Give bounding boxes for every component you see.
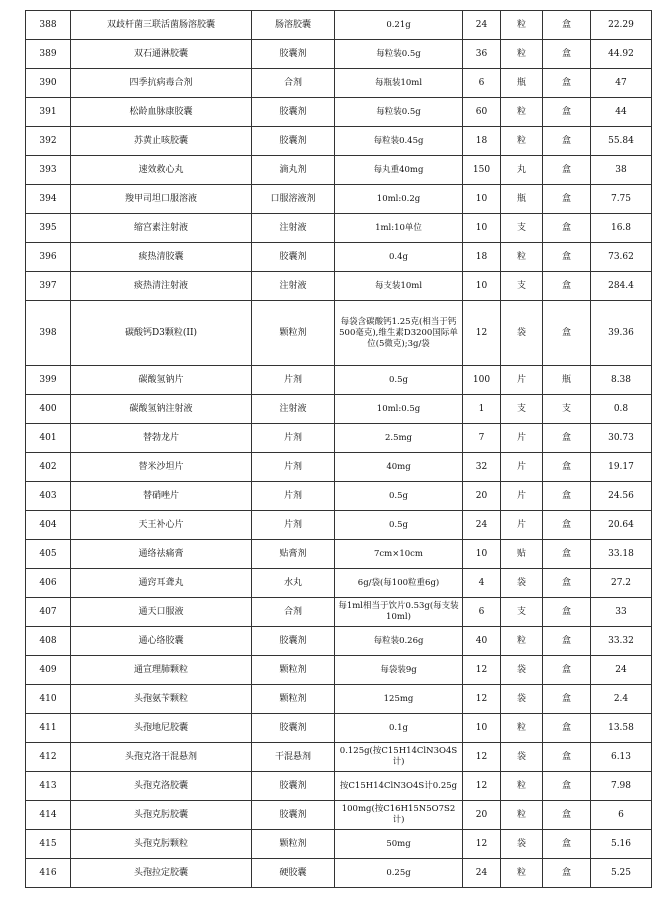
price-cell: 284.4 xyxy=(591,272,652,301)
table-row xyxy=(26,272,652,301)
dosage-form-cell: 干混悬剂 xyxy=(252,743,335,772)
table-row xyxy=(26,243,652,272)
package-unit-cell: 盒 xyxy=(543,214,591,243)
row-number-cell: 416 xyxy=(26,859,71,888)
package-quantity-cell: 20 xyxy=(463,801,501,830)
package-unit-cell: 盒 xyxy=(543,243,591,272)
package-unit-cell: 盒 xyxy=(543,714,591,743)
min-unit-cell: 片 xyxy=(501,482,543,511)
price-cell: 33.18 xyxy=(591,540,652,569)
drug-name-cell: 速效救心丸 xyxy=(71,156,252,185)
package-quantity-cell: 100 xyxy=(463,366,501,395)
price-cell: 5.16 xyxy=(591,830,652,859)
drug-name-cell: 通络祛痛膏 xyxy=(71,540,252,569)
drug-name-cell: 通窍耳聋丸 xyxy=(71,569,252,598)
drug-name-cell: 缩宫素注射液 xyxy=(71,214,252,243)
dosage-form-cell: 颗粒剂 xyxy=(252,685,335,714)
table-row xyxy=(26,11,652,40)
specification-cell: 125mg xyxy=(335,685,463,714)
price-cell: 27.2 xyxy=(591,569,652,598)
package-quantity-cell: 12 xyxy=(463,830,501,859)
dosage-form-cell: 片剂 xyxy=(252,453,335,482)
package-unit-cell: 盒 xyxy=(543,801,591,830)
specification-cell: 0.4g xyxy=(335,243,463,272)
package-unit-cell: 盒 xyxy=(543,98,591,127)
package-quantity-cell: 24 xyxy=(463,511,501,540)
drug-name-cell: 头孢克洛胶囊 xyxy=(71,772,252,801)
row-number-cell: 407 xyxy=(26,598,71,627)
price-cell: 73.62 xyxy=(591,243,652,272)
price-cell: 5.25 xyxy=(591,859,652,888)
dosage-form-cell: 胶囊剂 xyxy=(252,127,335,156)
dosage-form-cell: 片剂 xyxy=(252,482,335,511)
dosage-form-cell: 口服溶液剂 xyxy=(252,185,335,214)
table-row xyxy=(26,424,652,453)
min-unit-cell: 袋 xyxy=(501,301,543,366)
price-cell: 2.4 xyxy=(591,685,652,714)
specification-cell: 0.5g xyxy=(335,366,463,395)
package-unit-cell: 盒 xyxy=(543,859,591,888)
price-cell: 8.38 xyxy=(591,366,652,395)
specification-cell: 0.1g xyxy=(335,714,463,743)
table-row xyxy=(26,156,652,185)
row-number-cell: 392 xyxy=(26,127,71,156)
drug-name-cell: 头孢克洛干混悬剂 xyxy=(71,743,252,772)
row-number-cell: 399 xyxy=(26,366,71,395)
package-unit-cell: 盒 xyxy=(543,540,591,569)
table-row xyxy=(26,714,652,743)
min-unit-cell: 支 xyxy=(501,395,543,424)
specification-cell: 每粒装0.26g xyxy=(335,627,463,656)
package-quantity-cell: 10 xyxy=(463,214,501,243)
min-unit-cell: 粒 xyxy=(501,627,543,656)
price-cell: 7.98 xyxy=(591,772,652,801)
table-row xyxy=(26,395,652,424)
package-unit-cell: 盒 xyxy=(543,156,591,185)
specification-cell: 按C15H14ClN3O4S计0.25g xyxy=(335,772,463,801)
min-unit-cell: 粒 xyxy=(501,801,543,830)
dosage-form-cell: 胶囊剂 xyxy=(252,40,335,69)
min-unit-cell: 丸 xyxy=(501,156,543,185)
package-quantity-cell: 1 xyxy=(463,395,501,424)
drug-name-cell: 头孢氨苄颗粒 xyxy=(71,685,252,714)
specification-cell: 50mg xyxy=(335,830,463,859)
package-quantity-cell: 32 xyxy=(463,453,501,482)
row-number-cell: 388 xyxy=(26,11,71,40)
row-number-cell: 403 xyxy=(26,482,71,511)
table-row xyxy=(26,801,652,830)
package-quantity-cell: 12 xyxy=(463,685,501,714)
price-cell: 16.8 xyxy=(591,214,652,243)
table-row xyxy=(26,830,652,859)
package-unit-cell: 盒 xyxy=(543,424,591,453)
price-cell: 39.36 xyxy=(591,301,652,366)
specification-cell: 0.5g xyxy=(335,511,463,540)
package-quantity-cell: 18 xyxy=(463,243,501,272)
min-unit-cell: 粒 xyxy=(501,714,543,743)
min-unit-cell: 袋 xyxy=(501,685,543,714)
row-number-cell: 395 xyxy=(26,214,71,243)
drug-name-cell: 双石通淋胶囊 xyxy=(71,40,252,69)
drug-name-cell: 头孢克肟颗粒 xyxy=(71,830,252,859)
package-quantity-cell: 6 xyxy=(463,69,501,98)
package-unit-cell: 盒 xyxy=(543,11,591,40)
package-quantity-cell: 18 xyxy=(463,127,501,156)
min-unit-cell: 支 xyxy=(501,272,543,301)
drug-name-cell: 双歧杆菌三联活菌肠溶胶囊 xyxy=(71,11,252,40)
table-row xyxy=(26,743,652,772)
table-row xyxy=(26,685,652,714)
table-row xyxy=(26,772,652,801)
specification-cell: 0.25g xyxy=(335,859,463,888)
package-quantity-cell: 4 xyxy=(463,569,501,598)
package-unit-cell: 盒 xyxy=(543,301,591,366)
min-unit-cell: 袋 xyxy=(501,743,543,772)
drug-name-cell: 头孢地尼胶囊 xyxy=(71,714,252,743)
dosage-form-cell: 硬胶囊 xyxy=(252,859,335,888)
specification-cell: 100mg(按C16H15N5O7S2计) xyxy=(335,801,463,830)
specification-cell: 每粒装0.45g xyxy=(335,127,463,156)
table-row xyxy=(26,453,652,482)
row-number-cell: 398 xyxy=(26,301,71,366)
specification-cell: 2.5mg xyxy=(335,424,463,453)
dosage-form-cell: 胶囊剂 xyxy=(252,98,335,127)
drug-name-cell: 通宣理肺颗粒 xyxy=(71,656,252,685)
drug-name-cell: 头孢拉定胶囊 xyxy=(71,859,252,888)
table-row xyxy=(26,214,652,243)
specification-cell: 每袋装9g xyxy=(335,656,463,685)
specification-cell: 每1ml相当于饮片0.53g(每支装10ml) xyxy=(335,598,463,627)
row-number-cell: 405 xyxy=(26,540,71,569)
row-number-cell: 412 xyxy=(26,743,71,772)
specification-cell: 7cm×10cm xyxy=(335,540,463,569)
price-cell: 30.73 xyxy=(591,424,652,453)
price-cell: 33 xyxy=(591,598,652,627)
price-cell: 47 xyxy=(591,69,652,98)
dosage-form-cell: 注射液 xyxy=(252,395,335,424)
package-quantity-cell: 40 xyxy=(463,627,501,656)
specification-cell: 10ml:0.5g xyxy=(335,395,463,424)
price-cell: 38 xyxy=(591,156,652,185)
dosage-form-cell: 颗粒剂 xyxy=(252,656,335,685)
price-cell: 24 xyxy=(591,656,652,685)
min-unit-cell: 片 xyxy=(501,453,543,482)
price-cell: 44.92 xyxy=(591,40,652,69)
package-quantity-cell: 12 xyxy=(463,772,501,801)
package-unit-cell: 盒 xyxy=(543,685,591,714)
min-unit-cell: 片 xyxy=(501,511,543,540)
package-quantity-cell: 24 xyxy=(463,859,501,888)
dosage-form-cell: 胶囊剂 xyxy=(252,772,335,801)
specification-cell: 每粒装0.5g xyxy=(335,40,463,69)
row-number-cell: 393 xyxy=(26,156,71,185)
package-unit-cell: 盒 xyxy=(543,272,591,301)
row-number-cell: 414 xyxy=(26,801,71,830)
min-unit-cell: 支 xyxy=(501,214,543,243)
price-cell: 6 xyxy=(591,801,652,830)
drug-name-cell: 碳酸氢钠片 xyxy=(71,366,252,395)
table-row xyxy=(26,301,652,366)
package-unit-cell: 盒 xyxy=(543,185,591,214)
table-body xyxy=(26,11,652,888)
price-cell: 20.64 xyxy=(591,511,652,540)
dosage-form-cell: 片剂 xyxy=(252,424,335,453)
package-unit-cell: 盒 xyxy=(543,40,591,69)
package-unit-cell: 盒 xyxy=(543,511,591,540)
row-number-cell: 415 xyxy=(26,830,71,859)
drug-name-cell: 通心络胶囊 xyxy=(71,627,252,656)
price-cell: 6.13 xyxy=(591,743,652,772)
specification-cell: 40mg xyxy=(335,453,463,482)
specification-cell: 每瓶装10ml xyxy=(335,69,463,98)
min-unit-cell: 支 xyxy=(501,598,543,627)
drug-name-cell: 羧甲司坦口服溶液 xyxy=(71,185,252,214)
dosage-form-cell: 胶囊剂 xyxy=(252,801,335,830)
dosage-form-cell: 合剂 xyxy=(252,598,335,627)
row-number-cell: 397 xyxy=(26,272,71,301)
package-quantity-cell: 10 xyxy=(463,540,501,569)
package-unit-cell: 盒 xyxy=(543,569,591,598)
row-number-cell: 401 xyxy=(26,424,71,453)
table-row xyxy=(26,656,652,685)
package-quantity-cell: 7 xyxy=(463,424,501,453)
specification-cell: 0.21g xyxy=(335,11,463,40)
package-unit-cell: 支 xyxy=(543,395,591,424)
min-unit-cell: 瓶 xyxy=(501,69,543,98)
min-unit-cell: 片 xyxy=(501,424,543,453)
table-row xyxy=(26,569,652,598)
package-quantity-cell: 12 xyxy=(463,656,501,685)
specification-cell: 每袋含碳酸钙1.25克(相当于钙500毫克),维生素D3200国际单位(5微克);3g/袋 xyxy=(335,301,463,366)
row-number-cell: 404 xyxy=(26,511,71,540)
dosage-form-cell: 贴膏剂 xyxy=(252,540,335,569)
specification-cell: 每丸重40mg xyxy=(335,156,463,185)
package-unit-cell: 盒 xyxy=(543,69,591,98)
table-row xyxy=(26,859,652,888)
price-cell: 0.8 xyxy=(591,395,652,424)
package-unit-cell: 盒 xyxy=(543,772,591,801)
drug-price-table xyxy=(25,10,652,888)
package-unit-cell: 盒 xyxy=(543,127,591,156)
row-number-cell: 396 xyxy=(26,243,71,272)
drug-name-cell: 痰热清注射液 xyxy=(71,272,252,301)
row-number-cell: 406 xyxy=(26,569,71,598)
dosage-form-cell: 滴丸剂 xyxy=(252,156,335,185)
min-unit-cell: 粒 xyxy=(501,772,543,801)
package-quantity-cell: 6 xyxy=(463,598,501,627)
table-row xyxy=(26,185,652,214)
min-unit-cell: 片 xyxy=(501,366,543,395)
row-number-cell: 411 xyxy=(26,714,71,743)
specification-cell: 10ml:0.2g xyxy=(335,185,463,214)
package-unit-cell: 瓶 xyxy=(543,366,591,395)
drug-name-cell: 替米沙坦片 xyxy=(71,453,252,482)
row-number-cell: 390 xyxy=(26,69,71,98)
row-number-cell: 394 xyxy=(26,185,71,214)
row-number-cell: 408 xyxy=(26,627,71,656)
row-number-cell: 410 xyxy=(26,685,71,714)
package-quantity-cell: 36 xyxy=(463,40,501,69)
table-row xyxy=(26,69,652,98)
package-unit-cell: 盒 xyxy=(543,598,591,627)
dosage-form-cell: 注射液 xyxy=(252,272,335,301)
package-quantity-cell: 10 xyxy=(463,185,501,214)
price-cell: 24.56 xyxy=(591,482,652,511)
row-number-cell: 402 xyxy=(26,453,71,482)
dosage-form-cell: 颗粒剂 xyxy=(252,830,335,859)
drug-name-cell: 痰热清胶囊 xyxy=(71,243,252,272)
price-cell: 55.84 xyxy=(591,127,652,156)
price-cell: 19.17 xyxy=(591,453,652,482)
row-number-cell: 400 xyxy=(26,395,71,424)
dosage-form-cell: 水丸 xyxy=(252,569,335,598)
table-row xyxy=(26,40,652,69)
package-quantity-cell: 20 xyxy=(463,482,501,511)
package-unit-cell: 盒 xyxy=(543,482,591,511)
table-row xyxy=(26,482,652,511)
row-number-cell: 389 xyxy=(26,40,71,69)
min-unit-cell: 袋 xyxy=(501,656,543,685)
package-unit-cell: 盒 xyxy=(543,830,591,859)
table-row xyxy=(26,540,652,569)
drug-name-cell: 头孢克肟胶囊 xyxy=(71,801,252,830)
drug-name-cell: 苏黄止咳胶囊 xyxy=(71,127,252,156)
dosage-form-cell: 胶囊剂 xyxy=(252,714,335,743)
package-unit-cell: 盒 xyxy=(543,627,591,656)
table-row xyxy=(26,627,652,656)
package-unit-cell: 盒 xyxy=(543,656,591,685)
package-quantity-cell: 150 xyxy=(463,156,501,185)
price-cell: 44 xyxy=(591,98,652,127)
package-quantity-cell: 12 xyxy=(463,743,501,772)
table-row xyxy=(26,598,652,627)
row-number-cell: 413 xyxy=(26,772,71,801)
specification-cell: 0.125g(按C15H14ClN3O4S计) xyxy=(335,743,463,772)
dosage-form-cell: 片剂 xyxy=(252,366,335,395)
min-unit-cell: 袋 xyxy=(501,569,543,598)
drug-name-cell: 通天口服液 xyxy=(71,598,252,627)
package-unit-cell: 盒 xyxy=(543,453,591,482)
min-unit-cell: 贴 xyxy=(501,540,543,569)
table-row xyxy=(26,98,652,127)
min-unit-cell: 袋 xyxy=(501,830,543,859)
specification-cell: 0.5g xyxy=(335,482,463,511)
drug-name-cell: 碳酸钙D3颗粒(II) xyxy=(71,301,252,366)
package-quantity-cell: 24 xyxy=(463,11,501,40)
dosage-form-cell: 注射液 xyxy=(252,214,335,243)
package-quantity-cell: 10 xyxy=(463,272,501,301)
min-unit-cell: 粒 xyxy=(501,11,543,40)
drug-name-cell: 天王补心片 xyxy=(71,511,252,540)
dosage-form-cell: 胶囊剂 xyxy=(252,243,335,272)
package-quantity-cell: 12 xyxy=(463,301,501,366)
specification-cell: 1ml:10单位 xyxy=(335,214,463,243)
dosage-form-cell: 颗粒剂 xyxy=(252,301,335,366)
price-cell: 22.29 xyxy=(591,11,652,40)
specification-cell: 6g/袋(每100粒重6g) xyxy=(335,569,463,598)
table-row xyxy=(26,511,652,540)
min-unit-cell: 瓶 xyxy=(501,185,543,214)
package-quantity-cell: 60 xyxy=(463,98,501,127)
specification-cell: 每粒装0.5g xyxy=(335,98,463,127)
dosage-form-cell: 肠溶胶囊 xyxy=(252,11,335,40)
drug-name-cell: 替勃龙片 xyxy=(71,424,252,453)
drug-name-cell: 四季抗病毒合剂 xyxy=(71,69,252,98)
drug-name-cell: 松龄血脉康胶囊 xyxy=(71,98,252,127)
min-unit-cell: 粒 xyxy=(501,243,543,272)
price-cell: 13.58 xyxy=(591,714,652,743)
min-unit-cell: 粒 xyxy=(501,127,543,156)
table-row xyxy=(26,366,652,395)
dosage-form-cell: 胶囊剂 xyxy=(252,627,335,656)
row-number-cell: 391 xyxy=(26,98,71,127)
table-row xyxy=(26,127,652,156)
min-unit-cell: 粒 xyxy=(501,98,543,127)
dosage-form-cell: 合剂 xyxy=(252,69,335,98)
row-number-cell: 409 xyxy=(26,656,71,685)
drug-name-cell: 替硝唑片 xyxy=(71,482,252,511)
price-cell: 33.32 xyxy=(591,627,652,656)
price-cell: 7.75 xyxy=(591,185,652,214)
specification-cell: 每支装10ml xyxy=(335,272,463,301)
min-unit-cell: 粒 xyxy=(501,40,543,69)
package-quantity-cell: 10 xyxy=(463,714,501,743)
drug-name-cell: 碳酸氢钠注射液 xyxy=(71,395,252,424)
package-unit-cell: 盒 xyxy=(543,743,591,772)
min-unit-cell: 粒 xyxy=(501,859,543,888)
dosage-form-cell: 片剂 xyxy=(252,511,335,540)
